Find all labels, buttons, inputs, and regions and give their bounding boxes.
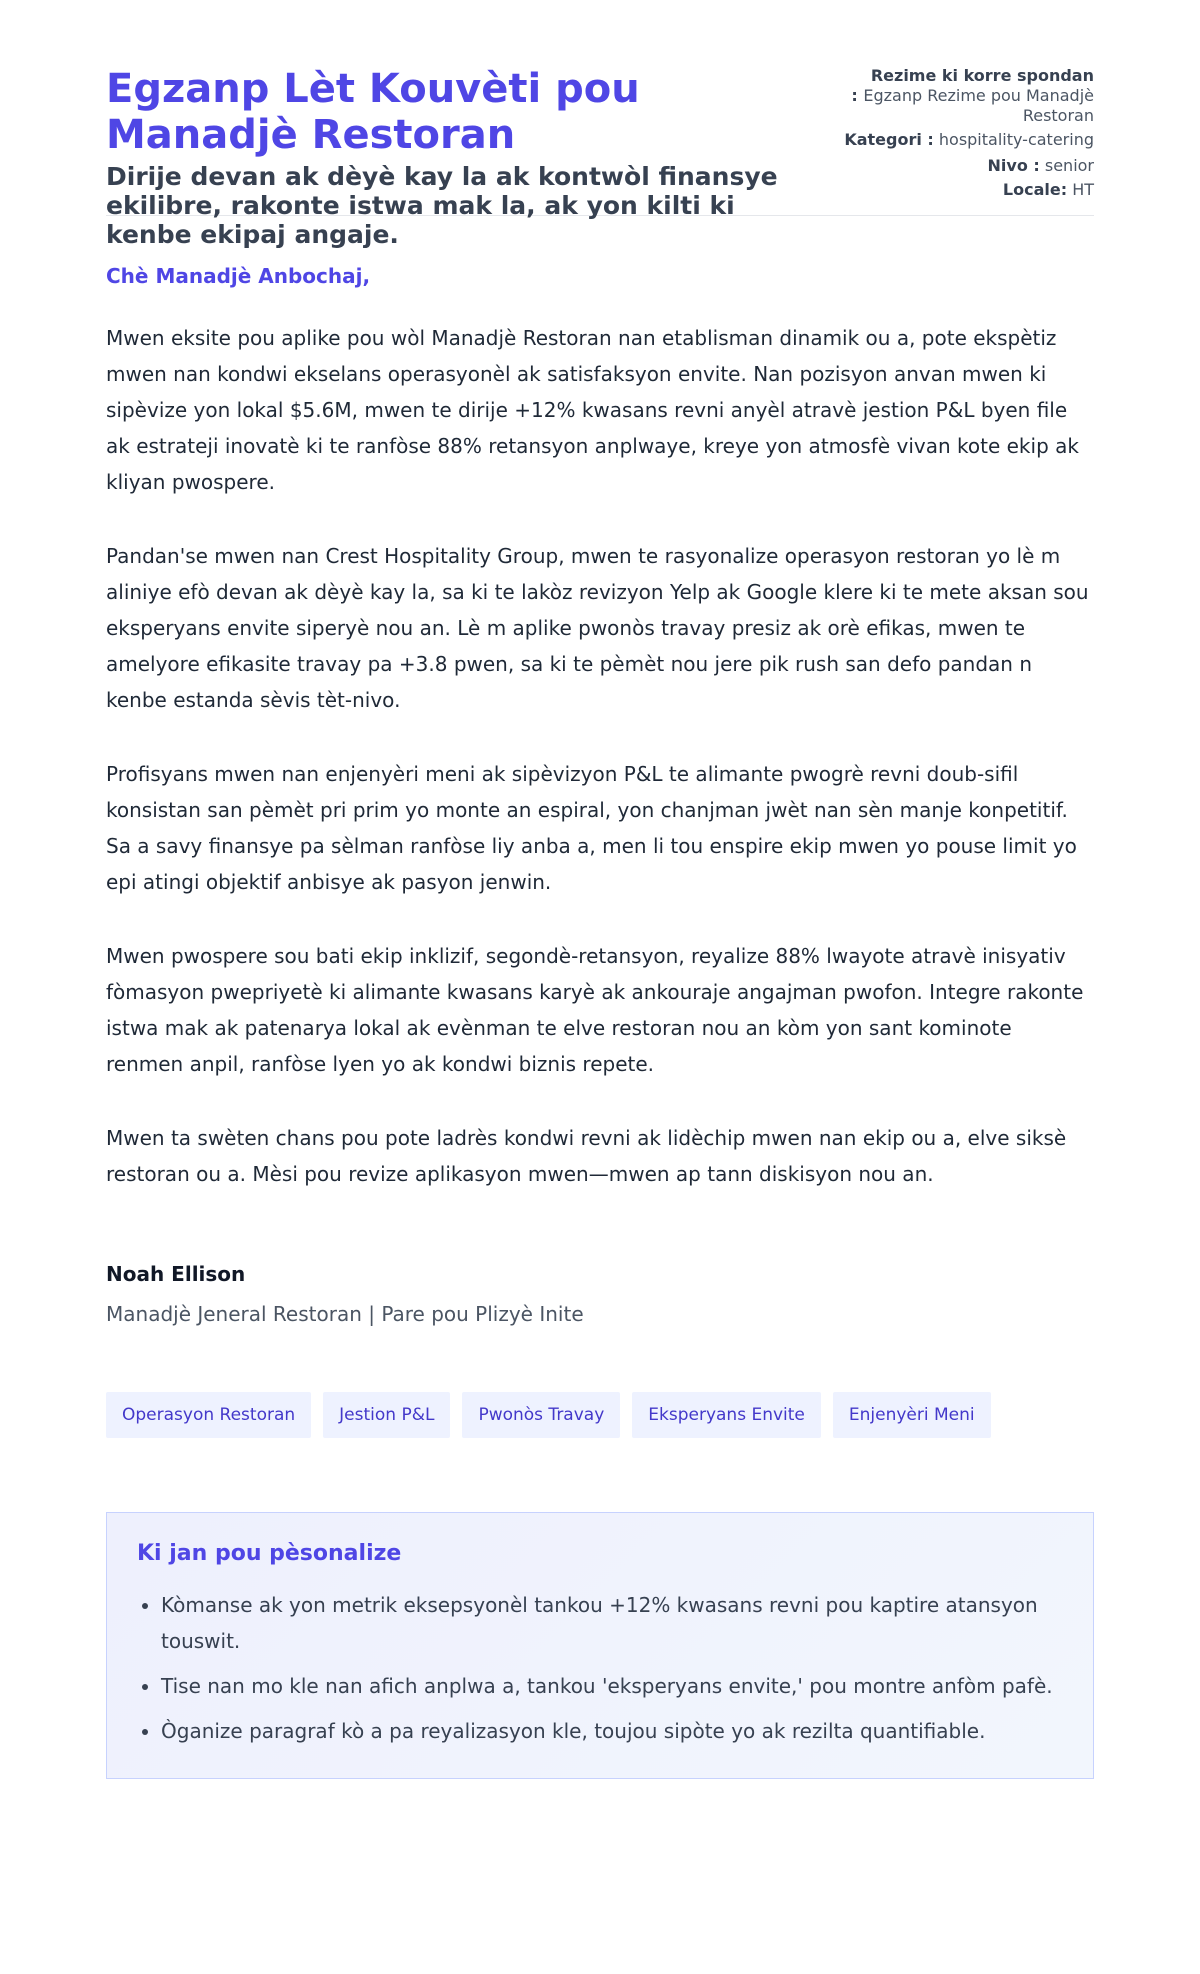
page-title: Egzanp Lèt Kouvèti pou Manadjè Restoran — [106, 66, 640, 158]
meta-resume — [832, 66, 1094, 126]
meta-level-key: Nivo : — [987, 156, 1040, 175]
letter-paragraph: Mwen ta swèten chans pou pote ladrès kondwi revni ak lidèchip mwen nan ekip ou a, elve siksè restoran ou a. Mèsi pou revize aplikasyon mwen—mwen ap tann diskisyon nou an. — [106, 1126, 1067, 1186]
meta-category — [832, 130, 1094, 150]
skill-tags — [106, 1392, 1094, 1438]
tips-list — [137, 1587, 1063, 1749]
meta-resume-key: Rezime ki korre spondan — [870, 66, 1094, 85]
skill-tag: Pwonòs Travay — [462, 1392, 620, 1438]
meta-locale-key: Locale: — [1002, 180, 1068, 199]
meta-level-value: senior — [1039, 156, 1094, 175]
meta-resume-sep: : — [851, 86, 864, 105]
letter-body — [106, 320, 1094, 1192]
meta-category-key: Kategori : — [844, 130, 934, 149]
skill-tag: Jestion P&L — [323, 1392, 450, 1438]
letter-paragraph: Profisyans mwen nan enjenyèri meni ak sipèvizyon P&L te alimante pwogrè revni doub-sifil konsistan san pèmèt pri prim yo monte an espiral, yon chanjman jwèt nan sèn manje konpetitif. Sa a savy finansye pa sèlman ranfòse liy anba a, men li tou enspire ekip mwen yo pouse limit yo epi atingi objektif anbisye ak pasyon jenwin. — [106, 762, 1077, 894]
meta-locale-value: HT — [1067, 180, 1094, 199]
skill-tag: Eksperyans Envite — [632, 1392, 821, 1438]
header-title-block — [106, 66, 806, 249]
page-subtitle: Dirije devan ak dèyè kay la ak kontwòl finansye ekilibre, rakonte istwa mak la, ak yon kilti ki kenbe ekipaj angaje. — [106, 162, 778, 249]
meta-category-value: hospitality-catering — [933, 130, 1094, 149]
tip-item: • Tise nan mo kle nan afich anplwa a, tankou 'eksperyans envite,' pou montre anfòm pafè. — [161, 1668, 1063, 1704]
letter-paragraph: Pandan'se mwen nan Crest Hospitality Group, mwen te rasyonalize operasyon restoran yo lè m aliniye efò devan ak dèyè kay la, sa ki te lakòz revizyon Yelp ak Google klere ki te mete aksan sou eksperyans envite siperyè nou an. Lè m aplike pwonòs travay presiz ak orè efikas, mwen te amelyore efikasite travay pa +3.8 pwen, sa ki te pèmèt nou jere pik rush san defo pandan n kenbe estanda sèvis tèt-nivo. — [106, 544, 1089, 712]
tips-title: Ki jan pou pèsonalize — [137, 1541, 402, 1566]
letter-paragraph: Mwen pwospere sou bati ekip inklizif, segondè-retansyon, reyalize 88% lwayote atravè inisyativ fòmasyon pwepriyetè ki alimante kwasans karyè ak ankouraje angajman pwofon. Integre rakonte istwa mak ak patenarya lokal ak evènman te elve restoran nou an kòm yon sant kominote renmen anpil, ranfòse lyen yo ak kondwi biznis repete. — [106, 944, 1084, 1076]
letter-greeting: Chè Manadjè Anbochaj, — [106, 264, 371, 288]
signature-title: Manadjè Jeneral Restoran | Pare pou Plizyè Inite — [106, 1302, 584, 1326]
meta-locale — [832, 180, 1094, 200]
tip-item: • Òganize paragraf kò a pa reyalizasyon kle, toujou sipòte yo ak rezilta quantifiable. — [161, 1713, 1063, 1749]
customization-tips-box — [106, 1512, 1094, 1779]
page-header — [106, 0, 1094, 249]
signature-block — [106, 1260, 1094, 1328]
meta-panel — [832, 66, 1094, 206]
letter-paragraph: Mwen eksite pou aplike pou wòl Manadjè Restoran nan etablisman dinamik ou a, pote ekspètiz mwen nan kondwi ekselans operasyonèl ak satisfaksyon envite. Nan pozisyon anvan mwen ki sipèvize yon lokal $5.6M, mwen te dirije +12% kwasans revni anyèl atravè jestion P&L byen file ak estrateji inovatè ki te ranfòse 88% retansyon anplwaye, kreye yon atmosfè vivan kote ekip ak kliyan pwospere. — [106, 326, 1079, 494]
signature-name: Noah Ellison — [106, 1262, 246, 1286]
meta-resume-value[interactable]: Egzanp Rezime pou Manadjè Restoran — [863, 86, 1094, 125]
tip-item: • Kòmanse ak yon metrik eksepsyonèl tankou +12% kwasans revni pou kaptire atansyon touswit. — [161, 1587, 1063, 1659]
skill-tag: Enjenyèri Meni — [833, 1392, 991, 1438]
skill-tag: Operasyon Restoran — [106, 1392, 311, 1438]
meta-level — [832, 156, 1094, 176]
